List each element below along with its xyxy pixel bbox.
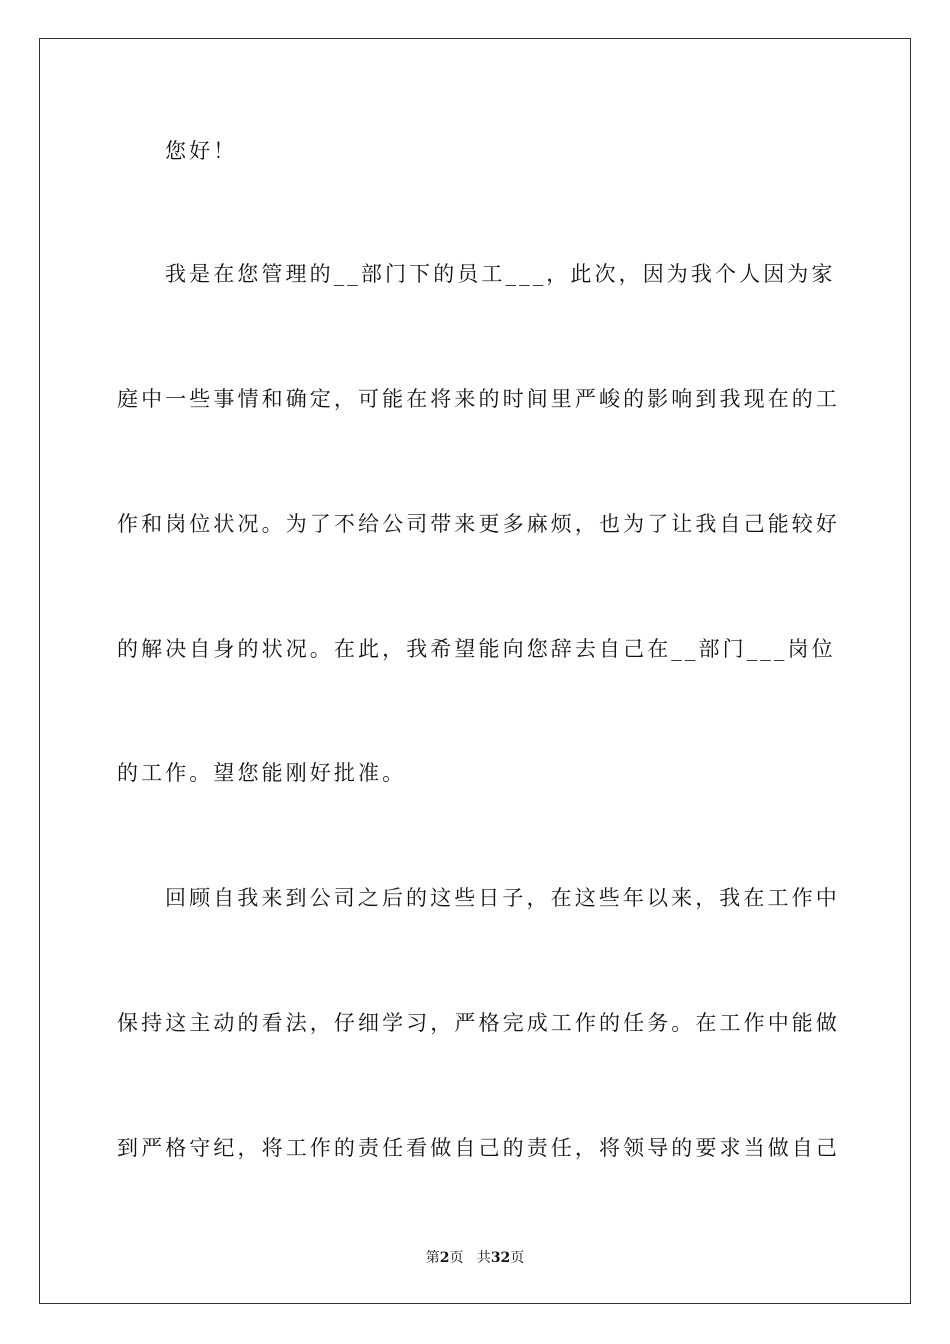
page-prefix: 第 <box>425 1250 440 1266</box>
body-line-7: 保持这主动的看法，仔细学习，严格完成工作的任务。在工作中能做 <box>117 1011 840 1035</box>
greeting-line: 您好！ <box>165 139 238 163</box>
total-prefix: 共 <box>476 1250 491 1266</box>
page-frame <box>39 38 911 1304</box>
body-line-2: 庭中一些事情和确定，可能在将来的时间里严峻的影响到我现在的工 <box>117 387 840 411</box>
body-line-6: 回顾自我来到公司之后的这些日子，在这些年以来，我在工作中 <box>165 886 840 910</box>
body-line-8: 到严格守纪，将工作的责任看做自己的责任，将领导的要求当做自己 <box>117 1136 840 1160</box>
page-suffix: 页 <box>449 1250 464 1266</box>
page-footer <box>0 1248 950 1268</box>
total-pages: 32 <box>490 1250 511 1266</box>
body-line-4: 的解决自身的状况。在此，我希望能向您辞去自己在__部门___岗位 <box>117 637 836 661</box>
body-line-3: 作和岗位状况。为了不给公司带来更多麻烦，也为了让我自己能较好 <box>117 512 840 536</box>
total-suffix: 页 <box>510 1250 525 1266</box>
body-line-5: 的工作。望您能刚好批准。 <box>117 761 407 785</box>
body-line-1: 我是在您管理的__部门下的员工___，此次，因为我个人因为家 <box>165 262 836 286</box>
page-number: 2 <box>439 1250 450 1266</box>
